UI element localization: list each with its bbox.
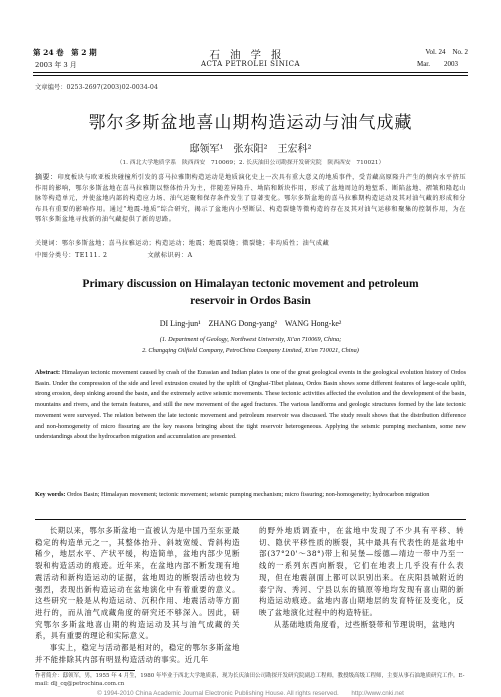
issue-date-cn: 2003 年 3 月 <box>35 61 77 69</box>
english-abstract-text: Himalayan tectonic movement caused by crash of the Eurasian and Indian plates is one of the great geological events in the geological evolution history of Ordos Basin. Under the compression of the side and level extrusion created by the uplift of Qinghai-Tibet plateau, Ordos Basin shows some different features of large-scale uplift, strong erosion, deep sinking around the basin, and the extremely active seismic movements. These tectonic activities affected the evolution and the development of the basin, mountains and rivers, and the terrain features, and still the new movement of the aged fractures. The various landforms and geologic structures formed by the late tectonic movement were surveyed. The relation between the late tectonic movement and petroleum reservoir was discussed. The study result shows that the distribution difference and non-homogeneity of micro fissuring are the key reasons bringing about the tight reservoir heterogeneous. Applying the seismic pumping mechanism, some new understandings about the hydrocarbon migration and accumulation are presented. <box>35 369 467 441</box>
header-rule-thin <box>33 75 468 76</box>
body-paragraph: 长期以来，鄂尔多斯盆地一直被认为是中国乃至东亚最稳定的构造单元之一，其整体抬升、斜坡宽缓、背斜构造稀少，地层水平、产状平缓，构造简单，盆地内部少见断裂和构造活动的痕迹。近年来，在盆地内部不断发现有地震活动和新构造运动的证据，盆地周边的断裂活动也较为强烈，表现出新构造运动在盆地演化中有着重要的意义。这些研究一般是从构造运动、沉积作用、地震活动等方面进行的，而从油气成藏角度的研究还不够深入。因此，研究鄂尔多斯盆地喜山期的构造运动及其与油气成藏的关系，具有重要的理论和实际意义。 <box>35 526 240 641</box>
english-keywords-label: Key words: <box>35 491 66 498</box>
chinese-keywords: 关键词：鄂尔多斯盆地；喜马拉雅运动；构造运动；地震；地震裂缝；微裂缝；非均质性；油气成藏 <box>35 240 330 247</box>
document-code: 文献标识码：A <box>147 252 193 259</box>
english-abstract <box>35 368 466 443</box>
english-abstract-label: Abstract: <box>35 369 61 376</box>
header-rule-thick <box>33 72 468 73</box>
journal-name-en: ACTA PETROLEI SINICA <box>200 60 301 68</box>
section-divider <box>35 519 466 520</box>
article-number: 文章编号：0253-2697(2003)02-0034-04 <box>35 84 158 91</box>
chinese-classification <box>35 250 233 259</box>
chinese-abstract-text: 印度板块与欧亚板块碰撞所引发的喜马拉雅期构造运动是地质演化史上一次具有重大意义的地质事件，受青藏高原隆升产生的侧向水平挤压作用的影响，鄂尔多斯盆地在喜马拉雅期以整体抬升为主，伴随差异隆升、坳陷和断块作用，形成了盆地周边的地堑系、断陷盆地、褶皱和隆起山脉等构造单元，并使盆地内部的构造应力场、油气运聚和保存条件发生了显著变化。鄂尔多斯盆地的喜马拉雅期构造运动及其对油气藏的形成和分布具有重要的影响作用。通过“地震-地质”综合研究，揭示了盆地内小型断层、构造裂缝等微构造的存在及其对油气运移和聚集的控制作用，为在鄂尔多斯盆地寻找新的油气藏提供了新的思路。 <box>35 174 467 223</box>
english-keywords <box>35 490 466 501</box>
footnote-rule <box>35 670 135 671</box>
english-title <box>0 276 501 310</box>
chinese-title: 鄂尔多斯盆地喜山期构造运动与油气成藏 <box>88 113 413 133</box>
body-paragraph: 从基础地质角度看，过些断裂带和节理说明，盆地内 <box>273 619 456 629</box>
chinese-affiliation: （1. 西北大学地质学系 陕西西安 710069；2. 长庆油田公司勘探开发研究院 陕西西安 710021） <box>116 160 385 166</box>
body-column-right <box>259 525 464 630</box>
chinese-authors: 邸领军¹ 张东阳² 王宏科² <box>189 144 312 155</box>
body-column-left <box>35 525 240 665</box>
body-paragraph: 事实上，稳定与活动都是相对的，稳定的鄂尔多斯盆地并不能排除其内部有明显构造活动的事实。近几年 <box>35 643 240 664</box>
chinese-abstract <box>35 172 466 226</box>
english-title-line-1: Primary discussion on Himalayan tectonic movement and petroleum <box>82 278 419 290</box>
english-title-line-2: reservoir in Ordos Basin <box>190 295 311 307</box>
english-authors: DI Ling-jun¹ ZHANG Dong-yang² WANG Hong-ke² <box>159 319 342 328</box>
issue-date-en: Mar. 2003 <box>416 60 458 68</box>
author-footnote: 作者简介：邸领军，男，1955 年 4 月生，1980 年毕业于西北大学地质系，现为长庆油田公司勘探开发研究院副总工程师，教授级高级工程师，主要从事石油地质研究工作。E-mail: dlj_cq@petrochina.com.cn <box>35 673 465 687</box>
english-affiliation-1: (1. Department of Geology, Northwest University, Xi'an 710069, China; <box>159 336 342 343</box>
body-paragraph: 的野外地质调查中，在盆地中发现了不少具有平移、转切、隐伏平移性质的断裂，其中最具有代表性的是盆地中部(37°20'～38°)带上和吴堡—绥德—靖边一带中乃至一线的一系列东西向断裂，它们在地表上几乎没有什么表现，但在地震剖面上都可以识别出来。在庆阳县城附近的泰宁沟、秀河、宁县以东的镇原等地均发现有喜山期的新构造运动痕迹。盆地内喜山期地层的发育特征及变化，反映了盆地演化过程中的构造特征。 <box>259 526 464 617</box>
chinese-abstract-label: 摘要： <box>35 173 58 181</box>
english-affiliation <box>0 335 501 356</box>
journal-name-cn: 石油学报 <box>209 49 292 61</box>
volume-number-cn: 第 24 卷 第 2 期 <box>33 48 97 57</box>
volume-number-en: Vol. 24 No. 2 <box>425 48 468 56</box>
copyright-footer: © 1994-2010 China Academic Journal Electronic Publishing House. All rights reserved. http://www.cnki.net <box>97 690 404 697</box>
class-number: 中图分类号：TE111. 2 <box>35 252 108 259</box>
english-keywords-text: Ordos Basin; Himalayan movement; tectonic movement; seismic pumping mechanism; micro fissuring; non-homogeneity; hydrocarbon migration <box>66 491 430 498</box>
english-affiliation-2: 2. Changqing Oilfield Company, PetroChina Company Limited, Xi'an 710021, China) <box>142 346 359 354</box>
